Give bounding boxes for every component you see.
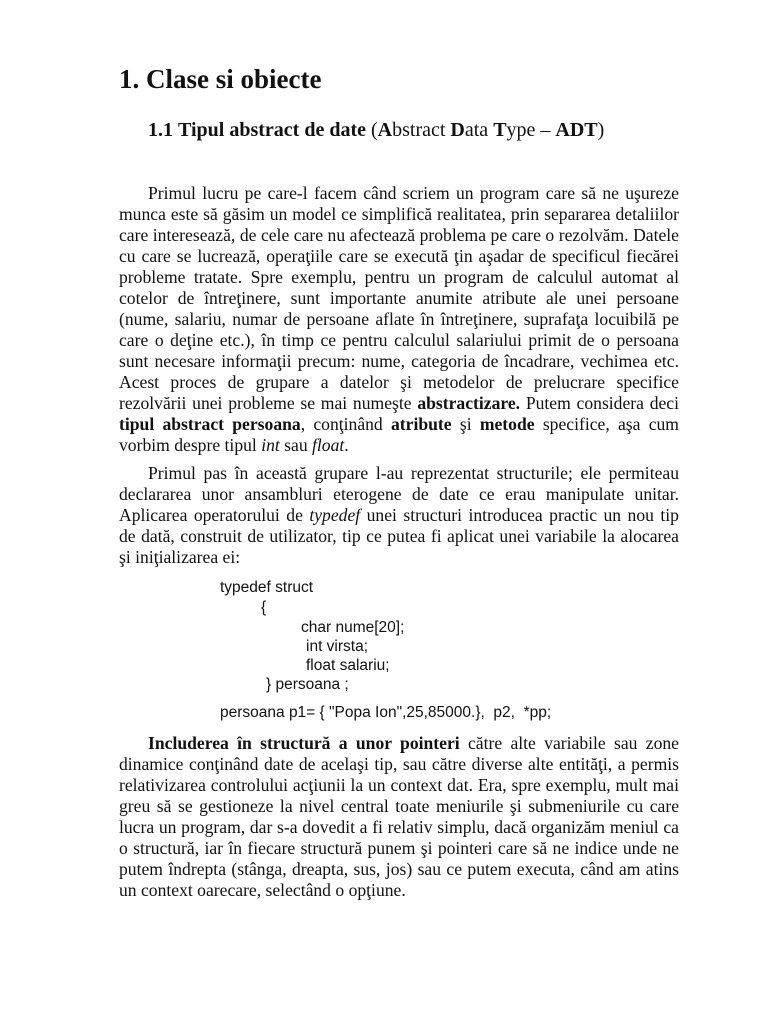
- code-line: char nume[20];: [301, 619, 405, 636]
- code-line: } persoana ;: [266, 676, 349, 693]
- paragraph-structures: Primul pas în această grupare l-au reprezentat structurile; ele permiteau declararea unor ansambluri eterogene de date ce erau manipulate unitar. Aplicarea operatorului de typedef unei structuri introducea practic un nou tip de dată, construit de utilizator, tip ce putea fi aplicat unei variabile la alocarea şi iniţializarea ei:: [119, 463, 679, 567]
- paragraph-pointers: Includerea în structură a unor pointeri către alte variabile sau zone dinamice conţinând date de acelaşi tip, sau către diverse alte entităţi, a permis relativizarea controlului acţiunii la un context dat. Era, spre exemplu, mult mai greu să se gestioneze la nivel central toate meniurile şi submeniurile cu care lucra un program, dar s-a dovedit a fi relativ simplu, dacă organizăm meniul ca o structură, iar în fiecare structură punem şi pointeri care să ne indice unde ne putem îndrepta (stânga, dreapta, sus, jos) sau ce putem executa, când am atins un context oarecare, selectând o opţiune.: [119, 733, 679, 900]
- code-line: typedef struct: [220, 579, 314, 596]
- chapter-heading: 1. Clase si obiecte: [119, 64, 322, 94]
- section-heading: 1.1 Tipul abstract de date (Abstract Data Type – ADT): [148, 119, 605, 141]
- paragraph-abstractization: Primul lucru pe care-l facem când scriem un program care să ne uşureze munca este să găsim un model ce simplifică realitatea, prin separarea detaliilor care interesează, de cele care nu afectează problema pe care o rezolvăm. Datele cu care se lucrează, operaţiile care se execută ţin aşadar de specificul fiecărei probleme tratate. Spre exemplu, pentru un program de calculul automat al cotelor de întreţinere, sunt importante anumite atribute ale unei persoane (nume, salariu, numar de persoane aflate în întreţinere, suprafaţa locuibilă pe care o deţine etc.), în timp ce pentru calculul salariului primit de o persoana sunt necesare informaţii precum: nume, categoria de încadrare, vechimea etc. Acest proces de grupare a datelor şi metodelor de prelucrare specifice rezolvării unei probleme se mai numeşte abstractizare. Putem considera deci tipul abstract persoana, conţinând atribute şi metode specifice, aşa cum vorbim despre tipul int sau float.: [119, 183, 680, 455]
- code-line: int virsta;: [306, 638, 369, 655]
- code-line: {: [261, 599, 267, 616]
- section-number: 1.1: [148, 119, 173, 141]
- adt-abbrev: ADT: [555, 119, 598, 141]
- section-title: Tipul abstract de date: [178, 119, 366, 141]
- code-line: persoana p1= { "Popa Ion",25,85000.}, p2, *pp;: [220, 704, 552, 721]
- code-line: float salariu;: [306, 657, 390, 674]
